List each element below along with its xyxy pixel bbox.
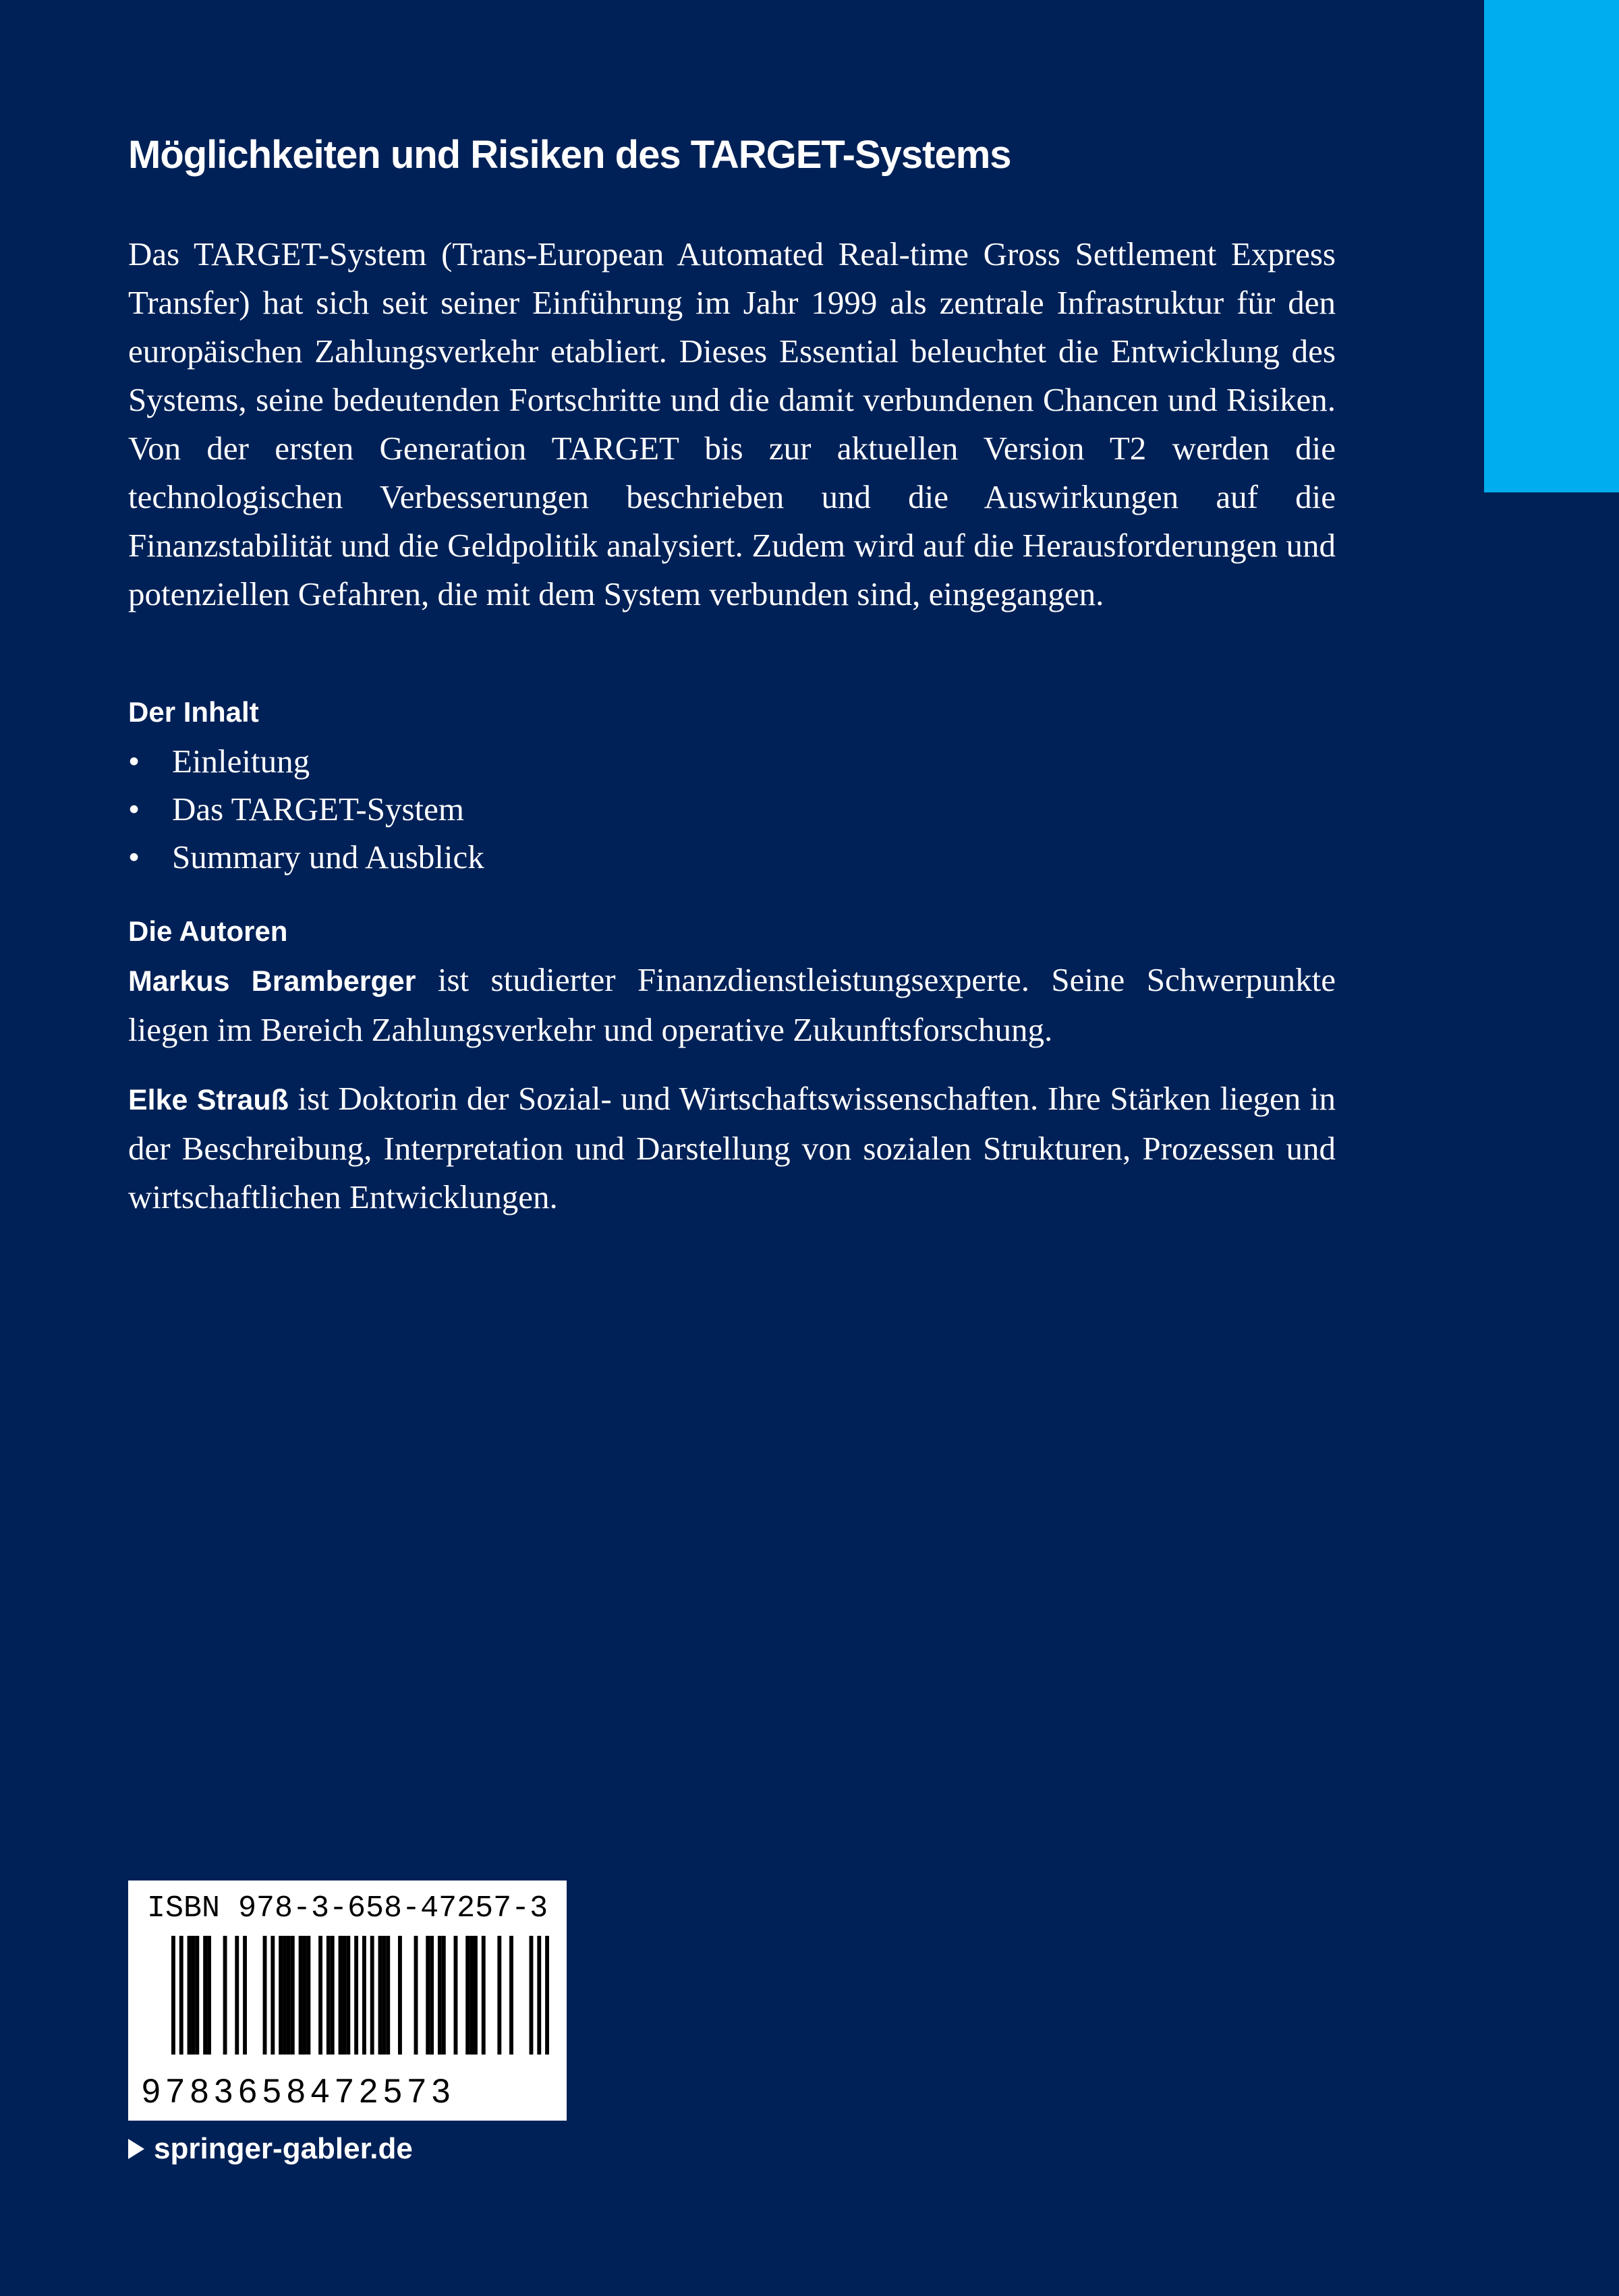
barcode-bar xyxy=(326,1936,331,2055)
author-name: Markus Bramberger xyxy=(128,965,416,998)
barcode-bar xyxy=(474,1936,478,2055)
arrow-right-icon xyxy=(128,2139,144,2159)
barcode-bar xyxy=(370,1936,374,2055)
barcode-digits: 9783658472573 xyxy=(142,2072,456,2110)
barcode-bar xyxy=(530,1936,534,2055)
barcode-bar xyxy=(426,1936,430,2055)
barcode-bar xyxy=(195,1936,199,2055)
isbn-barcode xyxy=(128,1881,567,2121)
author-bio xyxy=(128,1074,1336,1222)
barcode-bar xyxy=(482,1936,486,2055)
barcode-bar xyxy=(263,1936,267,2055)
content-heading: Der Inhalt xyxy=(128,696,259,728)
barcode-bar xyxy=(171,1936,175,2055)
intro-paragraph: Das TARGET-System (Trans-European Automated Real-time Gross Settlement Express Transfer) hat sich seit seiner Einführung im Jahr 1999 als zentrale Infrastruktur für den europäischen Zahlungsverkehr etabliert. Dieses Essential beleuchtet die Entwicklung des Systems, seine bedeutenden Fortschritte und die damit verbundenen Chancen und Risiken. Von der ersten Generation TARGET bis zur aktuellen Version T2 werden die technologischen Verbesserungen beschrieben und die Auswirkungen auf die Finanzstabilität und die Geldpolitik analysiert. Zudem wird auf die Herausforderungen und potenziellen Gefahren, die mit dem System verbunden sind, eingegangen. xyxy=(128,235,1336,612)
book-title: Möglichkeiten und Risiken des TARGET-Systems xyxy=(128,133,1011,177)
barcode-bar xyxy=(299,1936,303,2055)
barcode-bar xyxy=(303,1936,307,2055)
barcode-bar xyxy=(283,1936,287,2055)
barcode-bar xyxy=(306,1936,310,2055)
barcode-bar xyxy=(386,1936,390,2055)
barcode-bar xyxy=(342,1936,346,2055)
barcode-bar xyxy=(279,1936,283,2055)
barcode-bar xyxy=(465,1936,470,2055)
barcode-bar xyxy=(346,1936,350,2055)
barcode-bar xyxy=(470,1936,474,2055)
bullet-icon: • xyxy=(128,743,140,780)
barcode-bar xyxy=(291,1936,295,2055)
barcode-bar xyxy=(354,1936,358,2055)
content-list xyxy=(128,737,484,881)
barcode-bar xyxy=(223,1936,227,2055)
publisher-url: springer-gabler.de xyxy=(154,2132,413,2165)
barcode-bar xyxy=(442,1936,446,2055)
list-item: • Summary und Ausblick xyxy=(128,833,484,881)
barcode-bar xyxy=(382,1936,386,2055)
list-item: • Einleitung xyxy=(128,737,484,785)
barcode-bar xyxy=(378,1936,382,2055)
barcode-bar xyxy=(430,1936,434,2055)
author-bio xyxy=(128,956,1336,1054)
barcode-bar xyxy=(398,1936,402,2055)
barcode-bar xyxy=(207,1936,211,2055)
barcode-bar xyxy=(331,1936,335,2055)
list-item: • Das TARGET-System xyxy=(128,785,484,833)
barcode-bar xyxy=(509,1936,513,2055)
author-bio-text: ist Doktorin der Sozial- und Wirtschaftswissenschaften. Ihre Stärken liegen in der Beschreibung, Interpretation und Darstellung von sozialen Strukturen, Prozessen und wirtschaftlichen Entwicklungen. xyxy=(128,1080,1336,1215)
barcode-bar xyxy=(537,1936,541,2055)
barcode-bar xyxy=(203,1936,207,2055)
publisher-link[interactable] xyxy=(128,2129,413,2169)
barcode-bar xyxy=(235,1936,239,2055)
barcode-bar xyxy=(191,1936,195,2055)
barcode-bar xyxy=(438,1936,442,2055)
barcode-bar xyxy=(414,1936,418,2055)
barcode-bar xyxy=(243,1936,247,2055)
barcode-bar xyxy=(362,1936,366,2055)
barcode-bar xyxy=(318,1936,322,2055)
bullet-icon: • xyxy=(128,791,140,828)
authors-heading: Die Autoren xyxy=(128,915,288,947)
barcode-bar xyxy=(454,1936,458,2055)
isbn-label: ISBN 978-3-658-47257-3 xyxy=(147,1891,548,1926)
barcode-bar xyxy=(271,1936,275,2055)
barcode-bar xyxy=(179,1936,183,2055)
barcode-bar xyxy=(188,1936,192,2055)
barcode-bar xyxy=(287,1936,291,2055)
barcode-bar xyxy=(339,1936,343,2055)
author-name: Elke Strauß xyxy=(128,1084,289,1116)
barcode-bars xyxy=(171,1936,549,2055)
barcode-bar xyxy=(545,1936,549,2055)
accent-bar xyxy=(1484,0,1619,492)
author-bio-text: ist studierter Finanzdienstleistungsexperte. Seine Schwerpunkte liegen im Bereich Zahlungsverkehr und operative Zukunftsforschung. xyxy=(128,961,1336,1048)
bullet-icon: • xyxy=(128,838,140,876)
barcode-bar xyxy=(497,1936,501,2055)
